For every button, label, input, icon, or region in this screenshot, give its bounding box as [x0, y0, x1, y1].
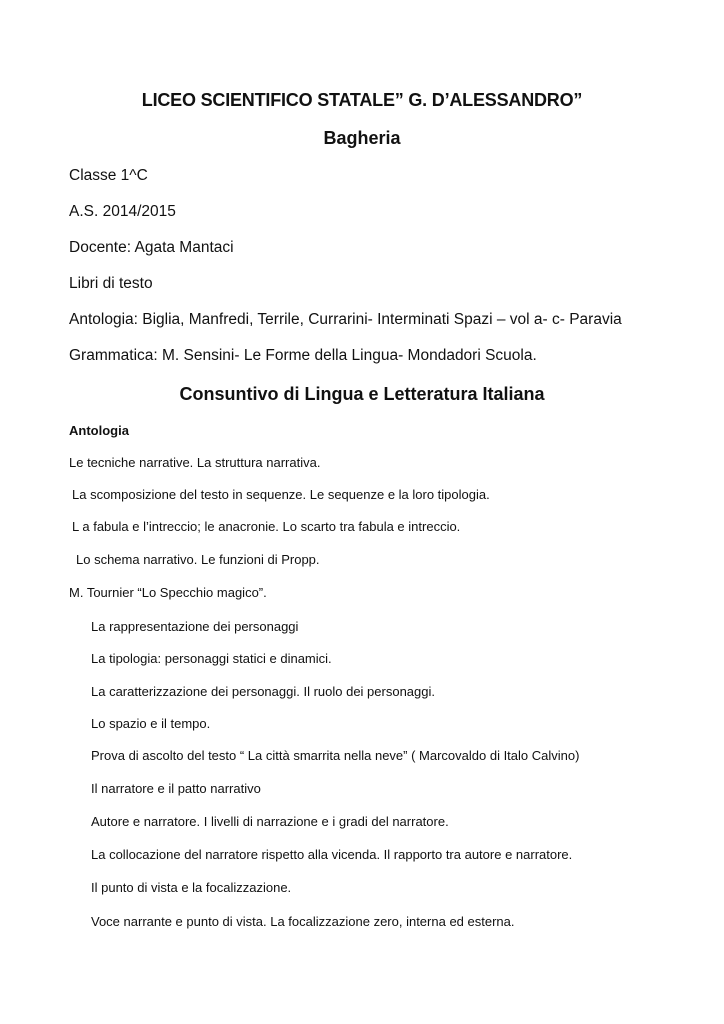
- list-subitem: La collocazione del narratore rispetto alla vicenda. Il rapporto tra autore e narratore.: [91, 847, 573, 862]
- list-subitem: Voce narrante e punto di vista. La focalizzazione zero, interna ed esterna.: [91, 914, 515, 929]
- grammar-book: Grammatica: M. Sensini- Le Forme della Lingua- Mondadori Scuola.: [69, 347, 537, 364]
- list-item: M. Tournier “Lo Specchio magico”.: [69, 585, 267, 600]
- section-label: Antologia: [69, 423, 129, 438]
- list-subitem: La tipologia: personaggi statici e dinamici.: [91, 651, 332, 666]
- school-title: LICEO SCIENTIFICO STATALE” G. D’ALESSANDRO”: [141, 90, 583, 110]
- anthology-book: Antologia: Biglia, Manfredi, Terrile, Currarini- Interminati Spazi – vol a- c- Paravia: [69, 311, 622, 328]
- list-item: La scomposizione del testo in sequenze. Le sequenze e la loro tipologia.: [72, 487, 490, 502]
- teacher: Docente: Agata Mantaci: [69, 239, 234, 256]
- textbooks-heading: Libri di testo: [69, 275, 153, 292]
- list-subitem: Il narratore e il patto narrativo: [91, 781, 261, 796]
- list-item: L a fabula e l’intreccio; le anacronie. Lo scarto tra fabula e intreccio.: [72, 519, 461, 534]
- list-subitem: Il punto di vista e la focalizzazione.: [91, 880, 292, 895]
- list-item: Lo schema narrativo. Le funzioni di Propp.: [76, 552, 320, 567]
- list-subitem: La rappresentazione dei personaggi: [91, 619, 299, 634]
- list-subitem: Lo spazio e il tempo.: [91, 716, 211, 731]
- list-subitem: La caratterizzazione dei personaggi. Il ruolo dei personaggi.: [91, 684, 435, 699]
- section-title: Consuntivo di Lingua e Letteratura Italiana: [179, 384, 545, 404]
- list-subitem: Prova di ascolto del testo “ La città smarrita nella neve” ( Marcovaldo di Italo Calvino): [91, 748, 580, 763]
- list-subitem: Autore e narratore. I livelli di narrazione e i gradi del narratore.: [91, 814, 449, 829]
- school-year: A.S. 2014/2015: [69, 203, 176, 220]
- list-item: Le tecniche narrative. La struttura narrativa.: [69, 455, 321, 470]
- city-heading: Bagheria: [323, 128, 401, 148]
- class-label: Classe 1^C: [69, 167, 148, 184]
